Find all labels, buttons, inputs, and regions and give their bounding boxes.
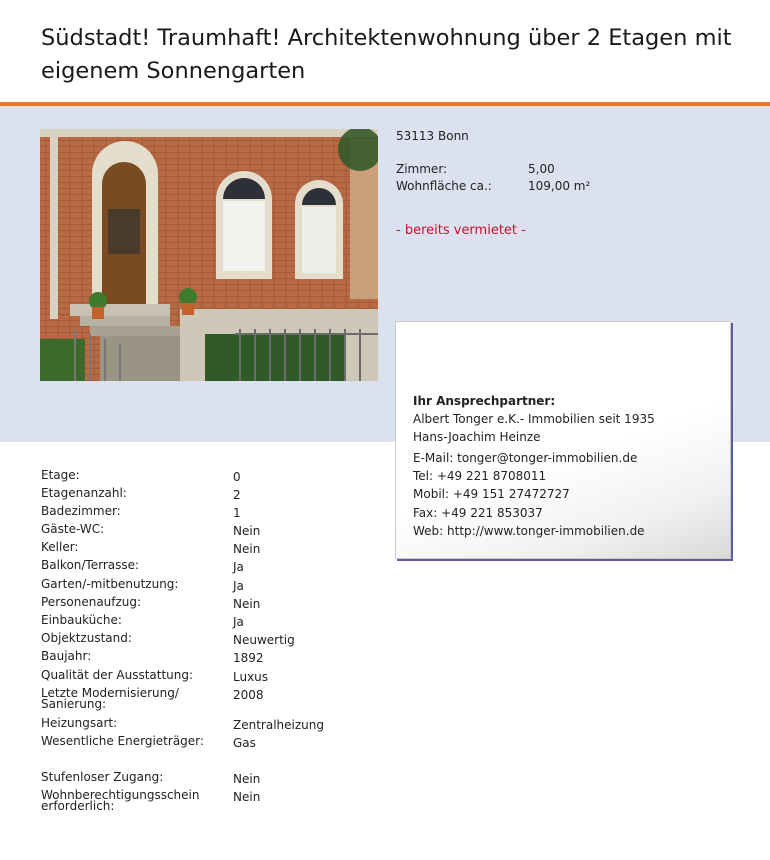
contact-phone[interactable]: Tel: +49 221 8708011 <box>413 469 547 483</box>
detail-value: 2 <box>233 488 241 502</box>
contact-company: Albert Tonger e.K.- Immobilien seit 1935 <box>413 412 655 426</box>
contact-fax: Fax: +49 221 853037 <box>413 506 543 520</box>
contact-heading: Ihr Ansprechpartner: <box>413 394 556 408</box>
contact-mobile[interactable]: Mobil: +49 151 27472727 <box>413 487 570 501</box>
detail-value: Nein <box>233 597 261 611</box>
page-title: Südstadt! Traumhaft! Architektenwohnung über 2 Etagen mit eigenem Sonnengarten <box>41 25 732 84</box>
detail-label: Qualität der Ausstattung: <box>41 668 194 682</box>
detail-label: Heizungsart: <box>41 716 118 730</box>
detail-value: Ja <box>233 615 244 629</box>
detail-label: Keller: <box>41 540 79 554</box>
detail-label: Objektzustand: <box>41 631 132 645</box>
detail-label: Badezimmer: <box>41 504 121 518</box>
detail-value: Nein <box>233 542 261 556</box>
detail-value: Luxus <box>233 670 269 684</box>
detail-value: Nein <box>233 524 261 538</box>
detail-value: Nein <box>233 772 261 786</box>
detail-label: Gäste-WC: <box>41 522 105 536</box>
detail-label: Stufenloser Zugang: <box>41 770 164 784</box>
contact-person: Hans-Joachim Heinze <box>413 430 541 444</box>
contact-card <box>395 321 731 559</box>
detail-label: Garten/-mitbenutzung: <box>41 577 179 591</box>
detail-value: 0 <box>233 470 241 484</box>
property-location: 53113 Bonn <box>396 129 469 143</box>
detail-label: Wesentliche Energieträger: <box>41 734 204 748</box>
area-value: 109,00 m² <box>528 179 591 193</box>
detail-label: Balkon/Terrasse: <box>41 558 140 572</box>
detail-value: Ja <box>233 579 244 593</box>
contact-website[interactable]: Web: http://www.tonger-immobilien.de <box>413 524 645 538</box>
detail-value: Gas <box>233 736 256 750</box>
detail-label: Etage: <box>41 468 80 482</box>
detail-value: 1 <box>233 506 241 520</box>
contact-email[interactable]: E-Mail: tonger@tonger-immobilien.de <box>413 451 638 465</box>
detail-label: Etagenanzahl: <box>41 486 127 500</box>
detail-label: Personenaufzug: <box>41 595 142 609</box>
detail-label: Wohnberechtigungsschein erforderlich: <box>41 788 200 813</box>
detail-value: 1892 <box>233 651 264 665</box>
detail-label: Einbauküche: <box>41 613 122 627</box>
detail-value: Neuwertig <box>233 633 295 647</box>
rooms-label: Zimmer: <box>396 162 448 176</box>
detail-label: Baujahr: <box>41 649 92 663</box>
rooms-value: 5,00 <box>528 162 555 176</box>
area-label: Wohnfläche ca.: <box>396 179 492 193</box>
detail-value: Nein <box>233 790 261 804</box>
detail-value: 2008 <box>233 688 264 702</box>
detail-value: Zentralheizung <box>233 718 324 732</box>
rental-status: - bereits vermietet - <box>396 223 526 238</box>
detail-value: Ja <box>233 560 244 574</box>
detail-label: Letzte Modernisierung/ Sanierung: <box>41 686 179 711</box>
property-photo[interactable] <box>40 129 378 381</box>
